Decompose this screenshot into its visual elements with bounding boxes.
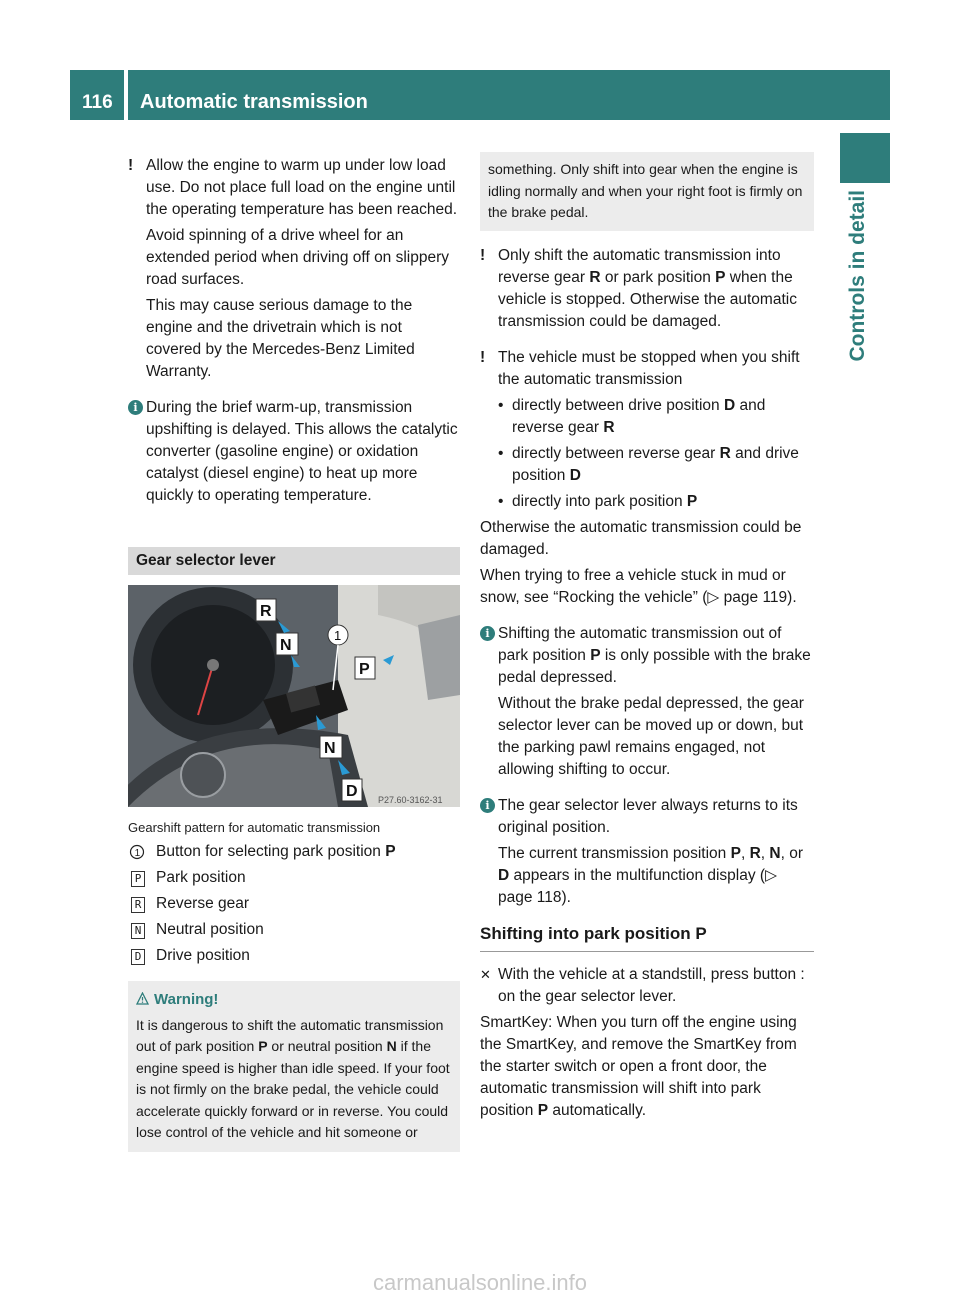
caution-paragraph: Avoid spinning of a drive wheel for an extended period when driving off on slippery road surfaces. — [146, 227, 450, 288]
body-paragraph: SmartKey: When you turn off the engine using the SmartKey, and remove the SmartKey from the starter switch or open a front door, the automatic transmission will shift into park position P automatically. — [480, 1013, 797, 1119]
info-note — [480, 795, 814, 909]
legend-item — [128, 841, 460, 863]
caution-paragraph: Otherwise the automatic transmission could be damaged. — [480, 518, 802, 558]
legend-item — [128, 945, 460, 967]
legend-item — [128, 919, 460, 941]
side-tab-block — [840, 133, 890, 183]
caution-icon: ! — [128, 157, 134, 174]
section-heading: Shifting into park position P — [480, 923, 814, 952]
warning-heading — [136, 989, 452, 1011]
step-text: With the vehicle at a standstill, press button : on the gear selector lever. — [498, 965, 805, 1005]
gear-selector-photo — [128, 585, 460, 807]
legend-item — [128, 867, 460, 889]
left-column — [128, 155, 460, 1152]
body-paragraph: When trying to free a vehicle stuck in mud or snow, see “Rocking the vehicle” (▷ page 119). — [480, 566, 797, 606]
side-tab — [846, 190, 877, 520]
caution-icon: ! — [480, 246, 486, 264]
callout-n-bottom: N — [324, 740, 336, 757]
list-item: • directly between drive position D and reverse gear R — [498, 396, 766, 436]
park-symbol: P — [131, 871, 145, 887]
warning-text: It is dangerous to shift the automatic transmission out of park position P or neutral position N if the engine speed is higher than idle speed. If your foot is not firmly on the brake pedal, the vehicle could accelerate quickly forward or in reverse. You could lose control of the vehicle and hit someone or — [136, 1016, 450, 1140]
watermark: carmanualsonline.info — [372, 1270, 588, 1295]
reverse-symbol: R — [131, 897, 145, 913]
info-paragraph: Without the brake pedal depressed, the gear selector lever can be moved up or down, but the parking pawl remains engaged, not allowing shifting to occur. — [498, 694, 804, 778]
svg-text:1: 1 — [134, 848, 141, 859]
callout-d: D — [346, 783, 358, 800]
legend-label: Drive position — [156, 947, 250, 964]
page-number: 116 — [82, 92, 113, 113]
section-heading: Gear selector lever — [128, 547, 460, 575]
warning-box — [128, 981, 460, 1152]
warning-triangle-icon — [136, 990, 149, 1012]
side-tab-label: Controls in detail — [846, 190, 869, 362]
info-paragraph: Shifting the automatic transmission out of park position P is only possible with the brake pedal depressed. — [498, 624, 811, 686]
info-paragraph: During the brief warm-up, transmission upshifting is delayed. This allows the catalytic converter (gasoline engine) or oxidation catalyst (diesel engine) to heat up more quickly to operating temperature. — [146, 399, 458, 504]
instruction-step — [480, 964, 814, 1008]
info-note — [128, 397, 460, 507]
callout-n-top: N — [280, 637, 292, 654]
info-icon: i — [128, 400, 143, 415]
legend-item — [128, 893, 460, 915]
info-paragraph: The gear selector lever always returns to its original position. — [498, 796, 798, 836]
info-paragraph: The current transmission position P, R, N, or D appears in the multifunction display (▷ page 118). — [498, 844, 804, 906]
caution-icon: ! — [480, 348, 486, 366]
header-bar — [128, 70, 890, 120]
page-number-box — [70, 70, 124, 120]
bullet-icon: • — [498, 444, 504, 462]
step-arrow-icon: ✕ — [480, 966, 491, 982]
figure-caption: Gearshift pattern for automatic transmission — [128, 820, 381, 835]
figure-reference-code: P27.60-3162-31 — [378, 795, 443, 805]
drive-symbol: D — [131, 949, 145, 965]
warning-title: Warning! — [154, 991, 219, 1008]
legend-label: Reverse gear — [156, 895, 250, 912]
info-note — [480, 623, 814, 781]
legend-label: Park position — [156, 869, 246, 886]
legend-label: Button for selecting park position — [156, 843, 386, 860]
right-column — [480, 152, 814, 1122]
caution-note — [480, 245, 814, 333]
caution-paragraph: This may cause serious damage to the engine and the drivetrain which is not covered by the Mercedes-Benz Limited Warranty. — [146, 297, 415, 380]
bullet-icon: • — [498, 492, 504, 510]
caution-note — [128, 155, 460, 383]
list-item: • directly into park position P — [498, 491, 814, 513]
bullet-icon: • — [498, 396, 504, 414]
caution-paragraph: Only shift the automatic transmission into reverse gear R or park position P when the vehicle is stopped. Otherwise the automatic transmission could be damaged. — [498, 246, 797, 330]
callout-p: P — [359, 661, 370, 678]
info-icon: i — [480, 798, 495, 813]
neutral-symbol: N — [131, 923, 145, 939]
list-item: • directly between reverse gear R and drive position D — [498, 444, 799, 484]
callout-r: R — [260, 603, 272, 620]
warning-box-continued: something. Only shift into gear when the engine is idling normally and when your right foot is firmly on the brake pedal. — [480, 152, 814, 231]
legend-label: Neutral position — [156, 921, 264, 938]
info-icon: i — [480, 626, 495, 641]
callout-1: 1 — [334, 628, 342, 643]
page-title: Automatic transmission — [140, 91, 368, 113]
caution-paragraph: Allow the engine to warm up under low load use. Do not place full load on the engine until the operating temperature has been reached. — [146, 157, 458, 218]
gear-selector-illustration — [128, 585, 460, 807]
legend-label-bold: P — [385, 843, 396, 860]
caution-paragraph: The vehicle must be stopped when you shift the automatic transmission — [498, 348, 800, 388]
caution-note — [480, 347, 814, 391]
callout-1-symbol — [128, 841, 146, 866]
